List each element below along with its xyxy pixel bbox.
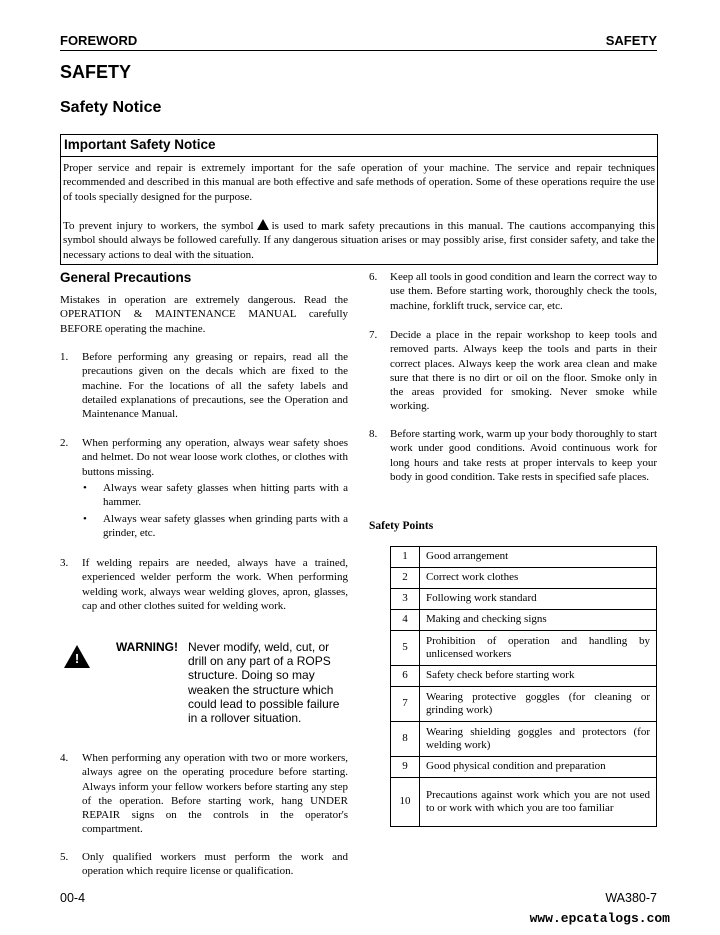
table-row [391,666,657,687]
precaution-item-8: Before starting work, warm up your body thoroughly to start work under good conditions. Avoid continuous work for long hours and take rests at proper intervals to keep your body in good condition. Take rests in specified safe places. [390,428,658,483]
precaution-item-1: Before performing any greasing or repairs, read all the precautions given on the decals which are fixed to the machine. For the locations of all the safety labels and detailed explanations of precautions, see the Operation and Maintenance Manual. [82,351,348,421]
row-number: 2 [391,568,420,589]
notice-title: Important Safety Notice [64,137,216,152]
bullet-icon: • [83,513,87,525]
exclamation-icon: ! [74,651,80,666]
item-number: 3. [60,557,69,569]
important-safety-notice-box [60,134,658,265]
row-number: 6 [391,666,420,687]
precaution-item-2: When performing any operation, always wear safety shoes and helmet. Do not wear loose work clothes, or clothes with buttons missing. [82,437,348,478]
row-text: Safety check before starting work [420,666,657,687]
notice-paragraph-2-start: To prevent injury to workers, the symbol [63,220,254,232]
watermark: www.epcatalogs.com [529,911,670,926]
warning-triangle-icon [257,219,269,230]
row-number: 7 [391,687,420,722]
row-text: Correct work clothes [420,568,657,589]
row-text: Wearing protective goggles (for cleaning or grinding work) [420,687,657,722]
row-text: Making and checking signs [420,610,657,631]
safety-points-table [390,546,657,827]
header-section: FOREWORD [60,33,138,48]
precaution-item-5: Only qualified workers must perform the work and operation which require license or qualification. [82,851,348,878]
precaution-item-6: Keep all tools in good condition and learn the correct way to use them. Before starting work, thoroughly check the tools, machine, forklift truck, service car, etc. [390,271,657,312]
precaution-bullet-1: Always wear safety glasses when hitting parts with a hammer. [103,482,348,509]
row-number: 3 [391,589,420,610]
table-row [391,722,657,757]
row-number: 1 [391,547,420,568]
row-number: 8 [391,722,420,757]
table-row [391,778,657,827]
notice-divider [61,156,657,157]
page-header [60,34,657,51]
table-row [391,757,657,778]
notice-paragraph-1: Proper service and repair is extremely important for the safe operation of your machine. The service and repair techniques recommended and described in this manual are both effective and safe methods of operation. Some of these operations require the use of tools specially designed for the purpose. [63,162,655,203]
page-title: SAFETY [60,62,132,82]
item-number: 8. [369,428,378,440]
page-number: 00-4 [60,891,86,905]
section-title: Safety Notice [60,99,162,116]
notice-paragraph-2-end: is used to mark safety precautions in this manual. The cautions accompanying this symbol should always be followed carefully. If any dangerous situation arises or may possibly arise, first consider safety, and take the necessary actions to deal with the situation. [63,220,656,261]
table-row [391,568,657,589]
row-text: Following work standard [420,589,657,610]
warning-text: Never modify, weld, cut, or drill on any part of a ROPS structure. Doing so may weaken the structure which could lead to possible failure in a rollover situation. [188,640,340,726]
row-text: Good arrangement [420,547,657,568]
table-row [391,631,657,666]
general-precautions-intro: Mistakes in operation are extremely dangerous. Read the OPERATION & MAINTENANCE MANUAL carefully BEFORE operating the machine. [60,294,348,335]
row-text: Wearing shielding goggles and protectors (for welding work) [420,722,657,757]
safety-points-title: Safety Points [369,520,434,532]
row-text: Precautions against work which you are not used to or work with which you are too familiar [420,778,657,827]
precaution-bullet-2: Always wear safety glasses when grinding parts with a grinder, etc. [103,513,348,540]
bullet-icon: • [83,482,87,494]
row-text: Prohibition of operation and handling by unlicensed workers [420,631,657,666]
precaution-item-4: When performing any operation with two or more workers, always agree on the operating procedure before starting. Always inform your fellow workers before starting any step of the operation. Before starting work, hang UNDER REPAIR signs on the controls in the operator's compartment. [82,752,348,836]
table-row [391,687,657,722]
item-number: 4. [60,752,69,764]
item-number: 1. [60,351,69,363]
item-number: 5. [60,851,69,863]
table-row [391,547,657,568]
model-number: WA380-7 [605,891,657,905]
precaution-item-3: If welding repairs are needed, always have a trained, experienced welder perform the work. When performing welding work, always wear welding gloves, apron, glasses, cap and other clothes suited for welding work. [82,557,348,612]
table-row [391,589,657,610]
row-number: 10 [391,778,420,827]
row-number: 9 [391,757,420,778]
row-text: Good physical condition and preparation [420,757,657,778]
warning-label: WARNING! [116,640,178,654]
table-row [391,610,657,631]
item-number: 2. [60,437,69,449]
general-precautions-title: General Precautions [60,270,192,285]
row-number: 4 [391,610,420,631]
notice-paragraph-2 [63,219,655,262]
row-number: 5 [391,631,420,666]
item-number: 7. [369,329,378,341]
item-number: 6. [369,271,378,283]
header-topic: SAFETY [605,33,657,48]
precaution-item-7: Decide a place in the repair workshop to keep tools and removed parts. Always keep the tools and parts in their correct places. Always keep the work area clean and make sure that there is no dirt or oil on the floor. Smoke only in the areas provided for smoking. Never smoke while working. [390,329,657,413]
